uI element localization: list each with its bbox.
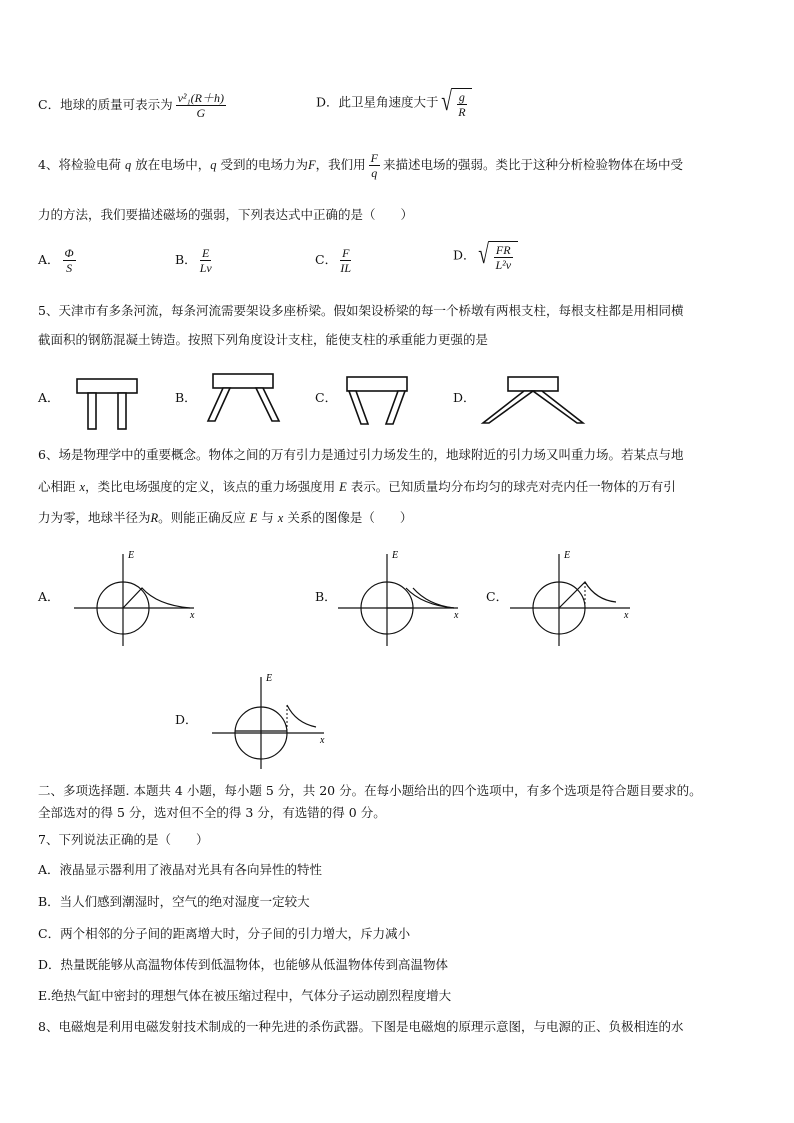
q6-symbol-e: E xyxy=(339,480,347,494)
q6-graph-a-axis-x: x xyxy=(190,610,195,621)
q6-text: 表示。已知质量均分布均匀的球壳对壳内任一物体的万有引 xyxy=(350,479,676,494)
q3-option-c-numerator: v²₁(R＋h) xyxy=(177,91,224,105)
q6-graph-d-axis-x: x xyxy=(320,735,325,746)
q4-fraction-f-over-q xyxy=(369,152,380,179)
q4-symbol-f: F xyxy=(307,158,316,172)
q4-option-a-den: S xyxy=(66,261,73,275)
q4-option-b-den: Lv xyxy=(199,261,212,275)
q6-text: 力为零，地球半径为 xyxy=(38,510,151,525)
q7-stem: 7、下列说法正确的是（ ） xyxy=(38,832,209,847)
q4-fraction-den: q xyxy=(371,166,378,180)
q8-stem-line1: 8、电磁炮是利用电磁发射技术制成的一种先进的杀伤武器。下图是电磁炮的原理示意图，与电源的正、负极相连的水 xyxy=(38,1019,684,1034)
q5-option-a-label: A． xyxy=(38,390,60,405)
q4-option-d-label: D． xyxy=(453,247,476,263)
q6-stem-line1: 6、场是物理学中的重要概念。物体之间的万有引力是通过引力场发生的，地球附近的引力场又叫重力场。若某点与地 xyxy=(38,447,684,462)
q5-pillar-figure-a xyxy=(76,378,140,430)
q6-graph-d xyxy=(210,673,338,773)
q6-stem-line3 xyxy=(38,512,412,525)
q6-symbol-x: x xyxy=(277,511,284,525)
q5-pillar-figure-b xyxy=(205,373,281,425)
q4-fraction-num: F xyxy=(370,151,378,165)
q3-option-c-denominator: G xyxy=(196,106,206,120)
section2-heading-line2: 全部选对的得 5 分，选对但不全的得 3 分，有选错的得 0 分。 xyxy=(38,805,386,820)
q3-option-d-label: D．此卫星角速度大于 xyxy=(316,94,439,110)
q6-graph-c xyxy=(508,550,636,650)
q4-text: 4、将检验电荷 xyxy=(38,157,121,172)
q5-option-c-label: C． xyxy=(315,390,338,405)
q6-option-a-label: A． xyxy=(38,589,60,604)
q3-option-c-fraction xyxy=(176,92,226,119)
q4-text: 来描述电场的强弱。类比于这种分析检验物体在场中受 xyxy=(382,157,683,172)
q5-option-d-label: D． xyxy=(453,390,476,405)
q7-option-b: B．当人们感到潮湿时，空气的绝对湿度一定较大 xyxy=(38,894,310,909)
section2-heading-line1: 二、多项选择题. 本题共 4 小题，每小题 5 分，共 20 分。在每小题给出的四个选项中，有多个选项是符合题目要求的。 xyxy=(38,783,702,798)
q6-text: 与 xyxy=(261,510,274,525)
q4-option-c-label: C． xyxy=(315,252,338,267)
q6-graph-c-axis-x: x xyxy=(624,610,629,621)
q6-graph-d-axis-e: E xyxy=(266,673,273,684)
q4-option-a-num: Φ xyxy=(64,246,74,260)
q7-option-c: C．两个相邻的分子间的距离增大时，分子间的引力增大，斥力减小 xyxy=(38,926,411,941)
q4-option-c-den: IL xyxy=(340,261,352,275)
q4-option-b-num: E xyxy=(202,246,210,260)
q6-option-b-label: B． xyxy=(315,589,337,604)
q6-graph-b-axis-e: E xyxy=(392,550,399,561)
q5-stem-line1: 5、天津市有多条河流，每条河流需要架设多座桥梁。假如架设桥梁的每一个桥墩有两根支柱，每根支柱都是用相同横 xyxy=(38,303,684,318)
q6-text: 关系的图像是（ ） xyxy=(287,510,413,525)
q4-symbol-q: q xyxy=(124,158,132,172)
q6-symbol-e: E xyxy=(249,511,258,525)
q6-text: 心相距 xyxy=(38,479,76,494)
q6-graph-c-axis-e: E xyxy=(564,550,571,561)
q6-symbol-r: R xyxy=(150,511,159,525)
q4-option-c-num: F xyxy=(342,246,350,260)
q4-option-b xyxy=(175,247,215,274)
q7-option-d: D．热量既能够从高温物体传到低温物体，也能够从低温物体传到高温物体 xyxy=(38,957,449,972)
q4-option-a xyxy=(38,247,79,274)
q7-option-e: E.绝热气缸中密封的理想气体在被压缩过程中，气体分子运动剧烈程度增大 xyxy=(38,988,452,1003)
q5-pillar-figure-c xyxy=(345,376,411,428)
q4-stem-line2: 力的方法，我们要描述磁场的强弱，下列表达式中正确的是（ ） xyxy=(38,207,414,222)
q3-option-c xyxy=(38,92,229,119)
q6-text: ，类比电场强度的定义，该点的重力场强度用 xyxy=(85,479,336,494)
q5-pillar-figure-d xyxy=(482,375,584,427)
q3-option-d-denominator: R xyxy=(458,105,466,119)
q6-symbol-x: x xyxy=(79,480,86,494)
q3-option-d-sqrt: √ $\frac{g}{R}$ xyxy=(439,88,472,118)
q6-graph-b-axis-x: x xyxy=(454,610,459,621)
q4-option-a-label: A． xyxy=(38,252,60,267)
q6-text: 。则能正确反应 xyxy=(158,510,246,525)
q6-option-d-label: D． xyxy=(175,712,198,727)
q4-text: 放在电场中， xyxy=(135,157,211,172)
q6-graph-a xyxy=(72,550,200,650)
q4-symbol-q: q xyxy=(210,158,217,172)
q4-text: 受到的电场力为 xyxy=(220,157,308,172)
q4-text: ，我们用 xyxy=(315,157,366,172)
q3-option-d-numerator: g xyxy=(458,90,465,104)
q5-stem-line2: 截面积的钢筋混凝土铸造。按照下列角度设计支柱，能使支柱的承重能力更强的是 xyxy=(38,332,489,347)
q4-option-d-num: FR xyxy=(495,243,511,257)
q4-option-d-den: L²v xyxy=(495,258,512,272)
q6-option-c-label: C． xyxy=(486,589,509,604)
q6-stem-line2 xyxy=(38,481,676,494)
q3-option-c-label: C．地球的质量可表示为 xyxy=(38,97,173,112)
q7-option-a: A．液晶显示器利用了液晶对光具有各向异性的特性 xyxy=(38,862,323,877)
q4-option-c xyxy=(315,247,354,274)
q4-option-d: D． √ $\frac{FR}{\text{L²v}}$ xyxy=(453,241,518,271)
q4-option-b-label: B． xyxy=(175,252,197,267)
q6-graph-b xyxy=(336,550,464,650)
q6-graph-a-axis-e: E xyxy=(128,550,135,561)
q5-option-b-label: B． xyxy=(175,390,197,405)
q4-stem-line1 xyxy=(38,152,683,179)
q3-option-d xyxy=(316,88,472,118)
